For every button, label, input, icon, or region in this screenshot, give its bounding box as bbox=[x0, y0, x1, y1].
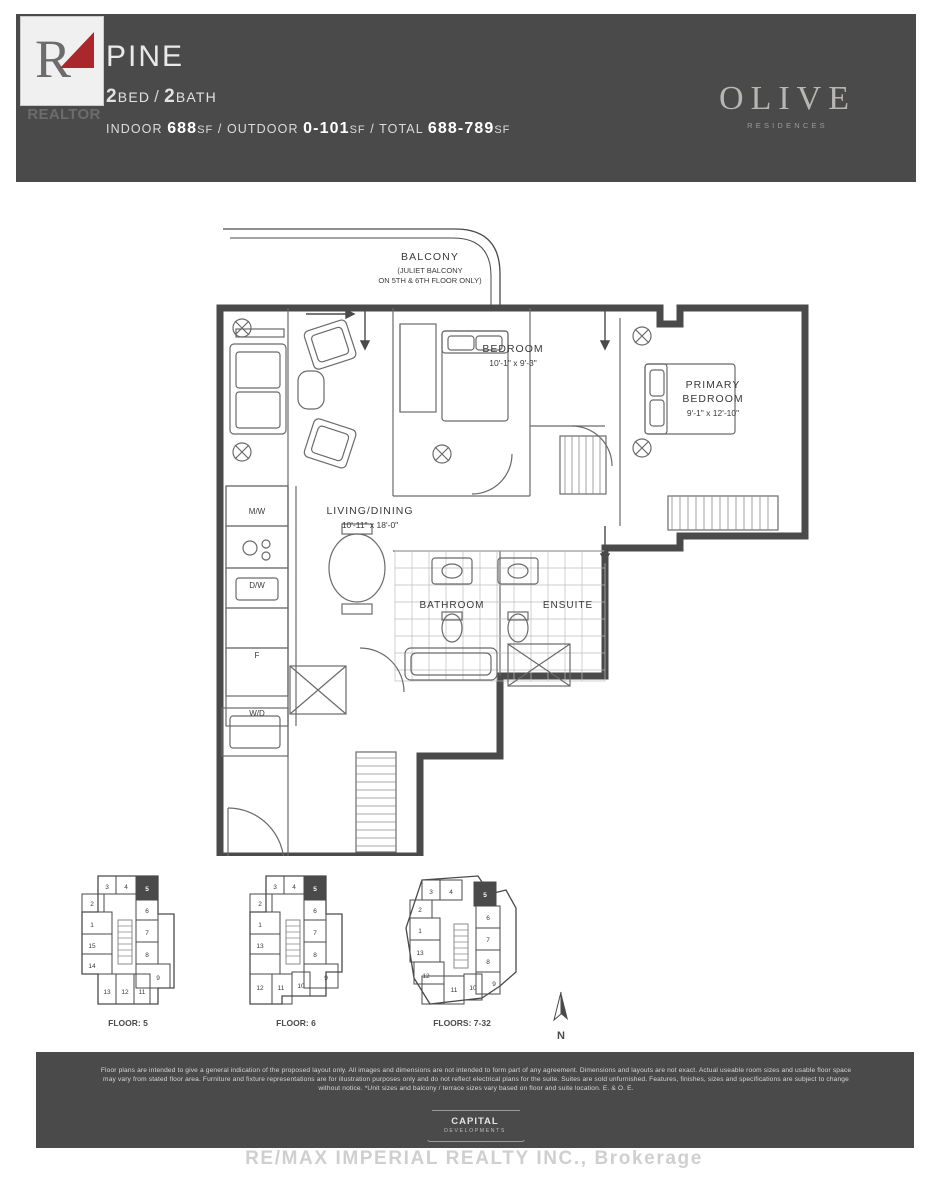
key-plan-label-1: FLOOR: 6 bbox=[276, 1018, 316, 1028]
header-bar bbox=[16, 14, 916, 182]
outdoor-unit: SF bbox=[349, 124, 366, 136]
svg-text:3: 3 bbox=[429, 889, 433, 896]
key-plan-label-0: FLOOR: 5 bbox=[108, 1018, 148, 1028]
realtor-logo-letter: R bbox=[35, 29, 72, 89]
disclaimer-text: Floor plans are intended to give a general indication of the proposed layout only. All images and dimensions are not intended to form part of any agreement. Dimensions and layouts are not exact. Actual useable room sizes and usable floor space may vary from stated floor area. Furniture and fixture representations are for illustration purposes only and do not reflect electrical plans for the suite. Suites are sold unfurnished. Features, finishes, sizes and specifications are subject to change without notice. *Unit sizes and balcony / terrace sizes vary based on floor and suite location. E. & O. E. bbox=[100, 1067, 852, 1093]
project-logo-name: OLIVE bbox=[719, 80, 856, 117]
svg-text:3: 3 bbox=[273, 884, 277, 891]
key-plan-floor-5 bbox=[82, 876, 174, 1004]
room-dims-primary: 9'-1" x 12'-10" bbox=[686, 408, 740, 418]
room-label-bedroom: BEDROOM bbox=[482, 343, 544, 355]
svg-text:5: 5 bbox=[313, 886, 317, 893]
brokerage-watermark: RE/MAX IMPERIAL REALTY INC., Brokerage bbox=[245, 1148, 703, 1169]
project-logo bbox=[719, 80, 856, 130]
compass-north-label: N bbox=[557, 1030, 565, 1042]
area-slash-1: / bbox=[217, 122, 223, 136]
svg-text:6: 6 bbox=[313, 908, 317, 915]
svg-text:13: 13 bbox=[256, 943, 264, 950]
room-label-ensuite: ENSUITE bbox=[542, 600, 594, 611]
svg-text:4: 4 bbox=[449, 889, 453, 896]
realtor-watermark bbox=[8, 16, 116, 126]
svg-text:7: 7 bbox=[145, 930, 149, 937]
bed-label: BED bbox=[117, 89, 151, 105]
room-label-living-dining: LIVING/DINING bbox=[326, 505, 414, 517]
svg-text:11: 11 bbox=[450, 987, 458, 994]
indoor-unit: SF bbox=[197, 124, 214, 136]
svg-text:12: 12 bbox=[422, 973, 430, 980]
svg-text:4: 4 bbox=[292, 884, 296, 891]
svg-text:11: 11 bbox=[138, 989, 146, 996]
compass bbox=[546, 990, 576, 1042]
svg-text:3: 3 bbox=[105, 884, 109, 891]
svg-text:7: 7 bbox=[313, 930, 317, 937]
svg-text:9: 9 bbox=[156, 975, 160, 982]
svg-text:11: 11 bbox=[277, 985, 285, 992]
svg-text:8: 8 bbox=[486, 959, 490, 966]
developer-logo-sub: DEVELOPMENTS bbox=[444, 1128, 506, 1134]
svg-text:14: 14 bbox=[88, 963, 96, 970]
balcony-note-2: ON 5TH & 6TH FLOOR ONLY) bbox=[378, 276, 482, 285]
svg-text:8: 8 bbox=[313, 952, 317, 959]
svg-text:4: 4 bbox=[124, 884, 128, 891]
svg-text:2: 2 bbox=[258, 901, 262, 908]
indoor-label: INDOOR bbox=[106, 122, 163, 136]
svg-text:2: 2 bbox=[418, 907, 422, 914]
total-unit: SF bbox=[494, 124, 511, 136]
svg-text:9: 9 bbox=[324, 975, 328, 982]
svg-text:13: 13 bbox=[416, 950, 424, 957]
room-label-primary-1: PRIMARY bbox=[685, 379, 741, 391]
svg-text:1: 1 bbox=[418, 928, 422, 935]
summary-separator: / bbox=[154, 87, 161, 106]
developer-logo bbox=[427, 1110, 523, 1140]
room-label-primary-2: BEDROOM bbox=[682, 393, 744, 405]
svg-text:6: 6 bbox=[145, 908, 149, 915]
svg-text:6: 6 bbox=[486, 915, 490, 922]
page-title: PINE bbox=[106, 40, 185, 73]
project-logo-sub: RESIDENCES bbox=[747, 121, 828, 130]
realtor-logo-text: REALTOR bbox=[27, 106, 101, 123]
svg-text:13: 13 bbox=[103, 989, 111, 996]
disclaimer-bar bbox=[36, 1052, 914, 1148]
area-summary bbox=[106, 120, 510, 138]
appliance-label-dishwasher: D/W bbox=[249, 581, 265, 590]
svg-text:12: 12 bbox=[256, 985, 264, 992]
outdoor-label: OUTDOOR bbox=[226, 122, 299, 136]
svg-text:1: 1 bbox=[258, 922, 262, 929]
svg-text:10: 10 bbox=[469, 985, 477, 992]
outdoor-value: 0-101 bbox=[303, 120, 350, 137]
svg-text:10: 10 bbox=[297, 983, 305, 990]
key-plan-floor-6 bbox=[250, 876, 342, 1004]
area-slash-2: / bbox=[370, 122, 375, 136]
bath-count: 2 bbox=[164, 86, 176, 107]
room-dims-bedroom: 10'-1" x 9'-3" bbox=[489, 358, 537, 368]
appliance-label-microwave: M/W bbox=[248, 507, 266, 516]
developer-logo-name: CAPITAL bbox=[451, 1116, 499, 1127]
svg-text:12: 12 bbox=[121, 989, 129, 996]
svg-text:5: 5 bbox=[145, 886, 149, 893]
key-plan-label-2: FLOORS: 7-32 bbox=[433, 1018, 491, 1028]
svg-text:1: 1 bbox=[90, 922, 94, 929]
bed-bath-summary bbox=[106, 86, 510, 108]
indoor-value: 688 bbox=[167, 120, 198, 137]
svg-text:7: 7 bbox=[486, 937, 490, 944]
svg-text:5: 5 bbox=[483, 892, 487, 899]
floor-plan-drawing bbox=[60, 196, 890, 856]
total-value: 688-789 bbox=[427, 120, 495, 137]
appliance-label-fridge: F bbox=[254, 651, 260, 660]
key-plan-floors-7-32 bbox=[406, 876, 516, 1004]
appliance-label-washer-dryer: W/D bbox=[249, 709, 265, 718]
header-text-block bbox=[106, 40, 510, 138]
svg-text:2: 2 bbox=[90, 901, 94, 908]
total-label: TOTAL bbox=[379, 122, 424, 136]
bath-label: BATH bbox=[175, 89, 217, 105]
svg-text:8: 8 bbox=[145, 952, 149, 959]
balcony-note-1: (JULIET BALCONY bbox=[397, 266, 463, 275]
room-label-balcony: BALCONY bbox=[401, 251, 459, 263]
room-dims-living-dining: 10'-11" x 18'-0" bbox=[341, 520, 399, 530]
svg-text:15: 15 bbox=[88, 943, 96, 950]
room-label-bathroom: BATHROOM bbox=[419, 600, 485, 611]
svg-text:9: 9 bbox=[492, 981, 496, 988]
bed-count: 2 bbox=[106, 86, 118, 107]
